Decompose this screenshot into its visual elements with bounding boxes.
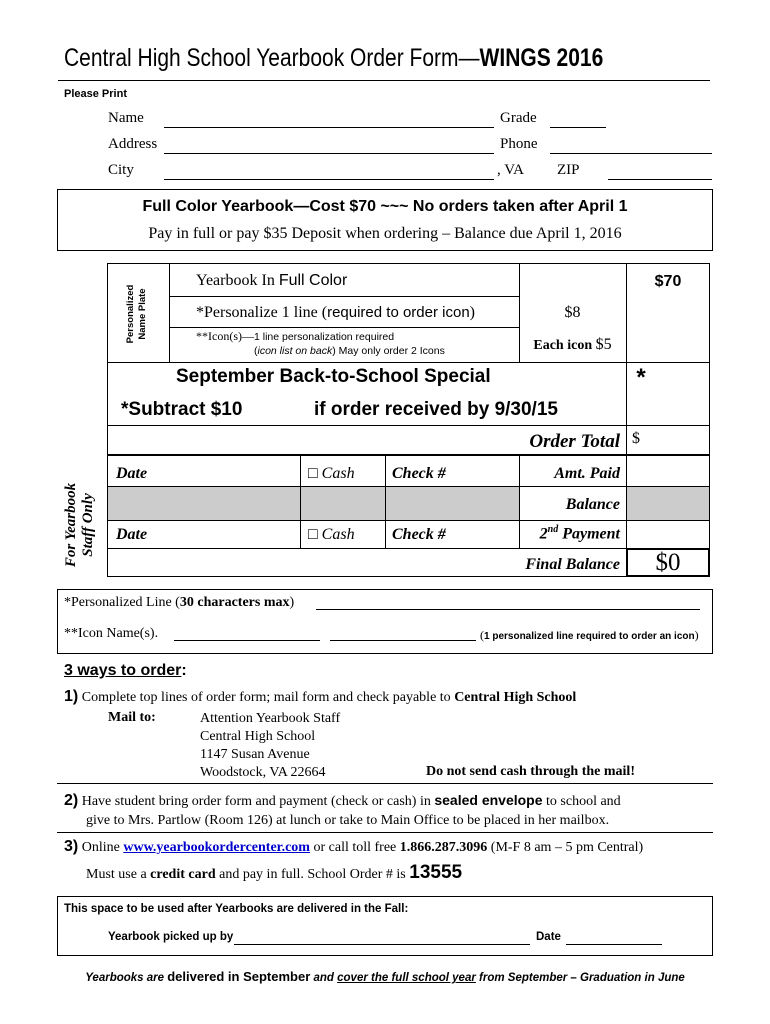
staff-col-line-cash [300, 455, 301, 548]
grade-label: Grade [500, 110, 537, 126]
ways-heading: 3 ways to order: [64, 662, 187, 679]
way-2-line-2: give to Mrs. Partlow (Room 126) at lunch or take to Main Office to be placed in her mailbox. [86, 813, 610, 828]
staff-check-2: Check # [392, 526, 446, 543]
staff-check-1: Check # [392, 465, 446, 482]
title-strong: WINGS 2016 [479, 44, 604, 72]
mail-to-label: Mail to: [108, 710, 156, 725]
row1-label-b: Full Color [278, 272, 348, 289]
staff-row-line-3 [107, 548, 626, 549]
staff-side-label-2: Staff Only [80, 493, 96, 557]
order-total-label: Order Total [529, 431, 620, 452]
nameplate-side-label-1: Personalized [125, 284, 136, 344]
page-title [64, 44, 603, 73]
grade-field[interactable] [550, 127, 606, 128]
staff-cash-1[interactable]: □ Cash [308, 465, 355, 482]
yearbook-order-center-link[interactable]: www.yearbookordercenter.com [123, 840, 310, 855]
personalize-price: $8 [564, 304, 581, 321]
staff-shaded-row [108, 486, 519, 520]
icon-name-field-1[interactable] [174, 640, 320, 641]
way-3: 3) Online www.yearbookordercenter.com or call toll free 1.866.287.3096 (M-F 8 am – 5 pm Central) [64, 838, 644, 855]
zip-field[interactable] [608, 179, 712, 180]
staff-date-2: Date [116, 526, 148, 543]
way-2: 2) Have student bring order form and payment (check or cash) in sealed envelope to school and [64, 792, 621, 809]
nameplate-side-label-2: Name Plate [137, 288, 148, 340]
staff-side-label-1: For Yearbook [63, 482, 79, 568]
name-label: Name [108, 110, 144, 126]
city-label: City [108, 162, 134, 178]
way-2-rule [57, 832, 713, 833]
row3-label-d: icon list on back [257, 345, 333, 357]
staff-balance: Balance [565, 496, 620, 513]
staff-col-line-check [385, 455, 386, 548]
special-deadline: if order received by 9/30/15 [314, 399, 558, 420]
address-field[interactable] [164, 153, 494, 154]
pickup-heading: This space to be used after Yearbooks are delivered in the Fall: [64, 903, 409, 915]
staff-side-label [63, 463, 101, 587]
order-row-divider-1 [169, 296, 519, 297]
address-line-3: 1147 Susan Avenue [200, 747, 310, 762]
order-table [107, 263, 710, 455]
address-line-2: Central High School [200, 729, 316, 744]
way-1: 1) Complete top lines of order form; mail form and check payable to Central High School [64, 688, 577, 705]
phone-label: Phone [500, 136, 538, 152]
personalized-line-label: *Personalized Line (30 characters max) [64, 595, 295, 610]
way-1-rule [57, 783, 713, 784]
order-total-dollar: $ [632, 430, 640, 447]
row2-label-b: required to order icon [327, 304, 470, 321]
order-total-divider [107, 425, 710, 426]
address-label: Address [108, 136, 158, 152]
title-rule [58, 80, 710, 81]
order-value-column-line [626, 263, 627, 455]
no-cash-warning: Do not send cash through the mail! [426, 764, 635, 779]
each-icon-price [519, 336, 626, 354]
order-row-divider-2 [169, 327, 519, 328]
row3-label-b: 1 line personalization required [253, 331, 395, 343]
phone-field[interactable] [550, 153, 712, 154]
pickup-date-field[interactable] [566, 944, 662, 945]
staff-amt-paid: Amt. Paid [554, 465, 620, 482]
mail-address [200, 710, 340, 782]
row3-label-a: **Icon(s)— [196, 329, 254, 343]
staff-date-1: Date [116, 465, 148, 482]
zip-label: ZIP [557, 162, 580, 178]
staff-shaded-value [627, 486, 709, 520]
address-line-1: Attention Yearbook Staff [200, 711, 341, 726]
icon-name-field-2[interactable] [330, 640, 476, 641]
state-label: , VA [497, 162, 524, 178]
special-title: September Back-to-School Special [176, 366, 491, 387]
school-order-number: 13555 [409, 862, 463, 883]
order-side-divider [169, 263, 170, 362]
row1-label-a: Yearbook In [196, 272, 279, 289]
icon-names-label: **Icon Name(s). [64, 626, 159, 641]
icon-note: (1 personalized line required to order an icon) [480, 628, 699, 642]
final-balance-value: $0 [655, 549, 681, 576]
personalize-row [196, 304, 475, 322]
row3-label-c: ( [254, 345, 258, 357]
special-star: * [636, 364, 646, 391]
yearbook-price: $70 [654, 273, 682, 290]
special-subtract: *Subtract $10 [121, 399, 243, 420]
row3-price-b: $5 [595, 336, 612, 353]
staff-row-line-2 [107, 520, 710, 521]
order-section-divider [107, 362, 710, 363]
cost-headline: Full Color Yearbook—Cost $70 ~~~ No orders taken after April 1 [142, 198, 628, 215]
please-print-label: Please Print [64, 88, 127, 100]
address-line-4: Woodstock, VA 22664 [200, 765, 326, 780]
icons-row [196, 329, 445, 358]
way-3-line-2: Must use a credit card and pay in full. School Order # is 13555 [86, 862, 463, 883]
staff-final-balance: Final Balance [525, 556, 620, 573]
title-main: Central High School Yearbook Order Form— [64, 44, 480, 72]
row2-label-a: *Personalize 1 line ( [196, 304, 328, 321]
picked-up-by-label: Yearbook picked up by [108, 931, 234, 943]
nameplate-side-label [125, 264, 149, 364]
staff-second-payment: 2nd Payment [539, 524, 620, 543]
row3-label-e: ) May only order 2 Icons [332, 345, 445, 357]
cost-subline: Pay in full or pay $35 Deposit when ordering – Balance due April 1, 2016 [148, 225, 622, 242]
pickup-date-label: Date [536, 931, 561, 943]
staff-row-line-1 [107, 486, 710, 487]
yearbook-full-color-row [196, 272, 347, 290]
name-field[interactable] [164, 127, 494, 128]
footer-note: Yearbooks are delivered in September and cover the full school year from September – Graduation in June [85, 969, 685, 984]
row3-price-a: Each icon [533, 338, 596, 353]
row2-label-c: ) [469, 304, 475, 321]
personalized-line-field[interactable] [316, 609, 700, 610]
staff-cash-2[interactable]: □ Cash [308, 526, 355, 543]
city-field[interactable] [164, 179, 494, 180]
picked-up-by-field[interactable] [234, 944, 530, 945]
